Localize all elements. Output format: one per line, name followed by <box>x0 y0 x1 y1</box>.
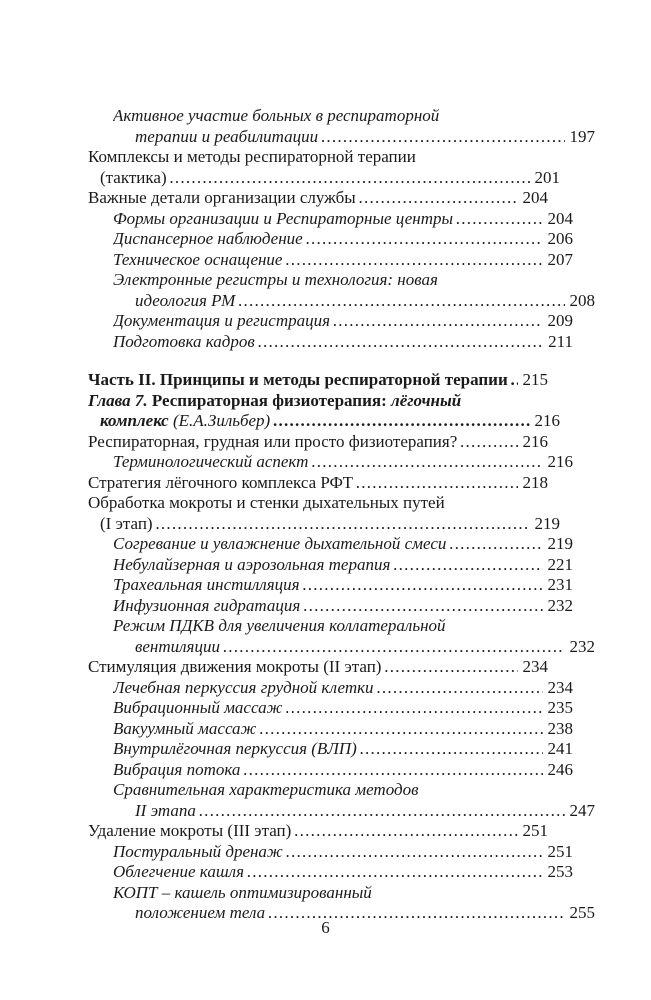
toc-entry-title: КОПТ – кашель оптимизированный <box>113 882 372 902</box>
page-number: 6 <box>321 918 330 937</box>
toc-page-number: 238 <box>547 718 573 738</box>
toc-page-number: 221 <box>547 554 573 574</box>
toc-entry-title: Важные детали организации службы . . . <box>88 188 518 209</box>
toc-entry <box>88 452 573 473</box>
toc-page-number: 247 <box>569 800 595 820</box>
toc-entry <box>88 821 548 842</box>
toc-entry-title: Стимуляция движения мокроты (II этап) . . . <box>88 657 518 678</box>
toc-entry-title: Часть II. Принципы и методы респираторной терапии . . . <box>88 370 518 391</box>
toc-page-number: 235 <box>547 698 573 717</box>
toc-entry-title: Согревание и увлажнение дыхательной смеси . . . <box>113 534 543 555</box>
chapter-title: Респираторная физиотерапия: <box>151 390 387 410</box>
toc-page-number: 251 <box>522 821 548 840</box>
toc-entry-title: Инфузионная гидратация . . . <box>113 596 543 617</box>
toc-entry-title: Вибрационный массаж . . . <box>113 698 543 719</box>
toc-entry-title: Респираторная, грудная или просто физиотерапия? . . . <box>88 432 518 453</box>
toc-entry <box>88 616 573 637</box>
toc-entry-title: вентиляции . . . <box>135 637 565 658</box>
toc-entry <box>88 801 595 822</box>
toc-entry <box>88 698 573 719</box>
toc-entry <box>88 842 573 863</box>
toc-entry <box>88 637 595 658</box>
toc-entry-title: Режим ПДКВ для увеличения коллатеральной <box>113 616 446 635</box>
toc-entry <box>88 780 573 801</box>
toc-entry-title: Небулайзерная и аэрозольная терапия . . . <box>113 555 543 576</box>
toc-entry-title: (I этап) . . . <box>100 514 530 535</box>
toc-entry <box>88 473 548 494</box>
toc-page-number: 216 <box>534 411 560 430</box>
toc-entry-title: II этапа . . . <box>135 801 565 822</box>
toc-entry-title: положением тела . . . <box>135 903 565 924</box>
toc-entry <box>88 657 548 678</box>
toc-page-number: 218 <box>522 472 548 492</box>
toc-page-number: 208 <box>569 290 595 310</box>
toc-page-number: 197 <box>569 126 595 146</box>
toc-chapter-line <box>88 391 548 412</box>
toc-entry-title: идеология РМ . . . <box>135 291 565 312</box>
toc-chapter-line <box>100 411 530 432</box>
toc-chapter-heading <box>88 411 560 432</box>
toc-page-number: 232 <box>547 595 573 615</box>
toc-page-number: 232 <box>569 636 595 656</box>
toc-entry-title: (тактика) . . . <box>100 168 530 189</box>
toc-page-number: 215 <box>522 370 548 389</box>
table-of-contents <box>0 106 651 924</box>
toc-page-number: 255 <box>569 903 595 922</box>
chapter-title-cont: комплекс <box>100 411 169 430</box>
toc-page-number: 251 <box>547 841 573 861</box>
toc-page-number: 204 <box>522 188 548 207</box>
toc-page-number: 206 <box>547 229 573 248</box>
toc-page-number: 241 <box>547 739 573 758</box>
toc-entry <box>88 862 573 883</box>
toc-entry-title: Подготовка кадров . . . <box>113 332 543 353</box>
toc-page-number: 211 <box>548 331 573 351</box>
toc-entry <box>88 332 573 353</box>
toc-entry <box>88 575 573 596</box>
toc-entry <box>88 270 573 291</box>
toc-entry-title: Формы организации и Респираторные центры . . . <box>113 209 543 230</box>
section-spacer <box>0 352 651 370</box>
toc-entry <box>88 432 548 453</box>
toc-entry <box>88 250 573 271</box>
toc-entry-title: Документация и регистрация . . . <box>113 311 543 332</box>
toc-entry-title: Техническое оснащение . . . <box>113 250 543 271</box>
toc-part-heading <box>88 370 548 391</box>
toc-page-number: 216 <box>547 452 573 471</box>
toc-entry <box>88 229 573 250</box>
toc-entry-title: Сравнительная характеристика методов <box>113 780 419 799</box>
toc-page-number: 216 <box>522 431 548 451</box>
toc-entry <box>88 493 548 514</box>
toc-entry <box>88 514 560 535</box>
toc-page-number: 246 <box>547 759 573 779</box>
toc-page-number: 231 <box>547 575 573 594</box>
toc-entry-title: Трахеальная инстилляция . . . <box>113 575 543 596</box>
toc-page-number: 219 <box>547 534 573 553</box>
toc-entry <box>88 555 573 576</box>
toc-entry <box>88 883 573 904</box>
toc-entry-title: Вибрация потока . . . <box>113 760 543 781</box>
chapter-title-italic: лёгочный <box>391 390 462 410</box>
toc-entry-title: Внутрилёгочная перкуссия (ВЛП) . . . <box>113 739 543 760</box>
toc-entry-title: Вакуумный массаж . . . <box>113 719 543 740</box>
toc-entry-title: Стратегия лёгочного комплекса РФТ . . . <box>88 473 518 494</box>
toc-entry-title: Комплексы и методы респираторной терапии <box>88 147 416 166</box>
toc-entry <box>88 719 573 740</box>
toc-entry-title: Лечебная перкуссия грудной клетки . . . <box>113 678 543 699</box>
toc-entry <box>88 291 595 312</box>
toc-entry <box>88 311 573 332</box>
toc-entry <box>88 739 573 760</box>
toc-entry <box>88 188 548 209</box>
toc-entry <box>88 147 548 168</box>
toc-entry-title: Терминологический аспект . . . <box>113 452 543 473</box>
toc-page-number: 234 <box>522 657 548 676</box>
toc-entry <box>88 127 595 148</box>
toc-page-number: 253 <box>547 862 573 881</box>
toc-entry <box>88 209 573 230</box>
toc-entry-title: Диспансерное наблюдение . . . <box>113 229 543 250</box>
toc-page-number: 209 <box>547 311 573 330</box>
toc-entry-title: терапии и реабилитации . . . <box>135 127 565 148</box>
toc-entry-title: Облегчение кашля . . . <box>113 862 543 883</box>
toc-page-number: 201 <box>534 167 560 187</box>
chapter-label: Глава 7. <box>88 390 148 410</box>
toc-page-number: 207 <box>547 249 573 269</box>
toc-entry-title: Активное участие больных в респираторной <box>113 106 440 125</box>
toc-entry-title: Электронные регистры и технология: новая <box>113 270 438 289</box>
toc-page-number: 204 <box>547 208 573 228</box>
toc-entry-title: Постуральный дренаж . . . <box>113 842 543 863</box>
toc-entry <box>88 168 560 189</box>
toc-page-number: 219 <box>534 513 560 533</box>
toc-entry-title: Удаление мокроты (III этап) . . . <box>88 821 518 842</box>
toc-entry <box>88 678 573 699</box>
toc-chapter-heading <box>88 391 548 412</box>
toc-entry <box>88 106 573 127</box>
chapter-author: (Е.А.Зильбер) <box>172 411 271 430</box>
toc-entry <box>88 596 573 617</box>
toc-entry <box>88 534 573 555</box>
toc-entry <box>88 760 573 781</box>
toc-entry-title: Обработка мокроты и стенки дыхательных путей <box>88 493 445 512</box>
toc-page-number: 234 <box>547 677 573 697</box>
